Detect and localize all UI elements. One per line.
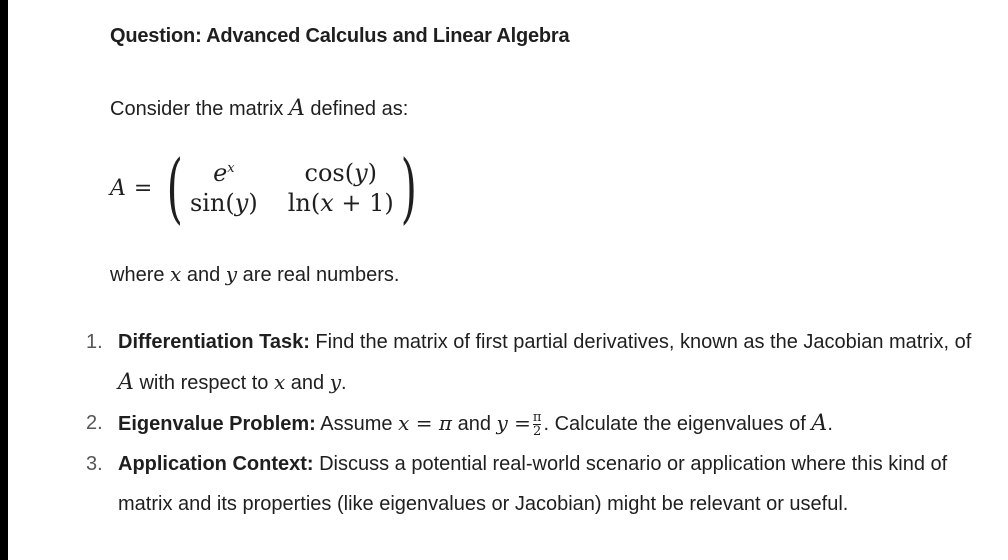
question-title: Question: Advanced Calculus and Linear Algebra <box>110 25 570 47</box>
pi-over-two-fraction <box>533 411 542 438</box>
task-and: and <box>285 372 330 394</box>
task-var: A <box>118 370 134 395</box>
task-text-2: with respect to <box>133 372 274 394</box>
task-var: A <box>811 411 828 436</box>
task-number: 3. <box>86 453 103 475</box>
task-text-2: . Calculate the eigenvalues of <box>543 413 812 435</box>
task-list <box>86 322 990 524</box>
matrix-cell-21: sin(y) <box>189 189 258 217</box>
where-x: x <box>170 262 182 286</box>
matrix-cell-22: ln(x + 1) <box>287 189 394 217</box>
intro-text <box>110 96 408 121</box>
task-item-2 <box>86 403 990 444</box>
task-text: Assume <box>315 413 399 435</box>
where-y: y <box>225 262 238 286</box>
task-heading: Eigenvalue Problem: <box>118 413 316 435</box>
task-x: x <box>273 370 286 394</box>
where-pre: where <box>110 264 171 286</box>
where-post: are real numbers. <box>237 264 400 286</box>
task-item-1 <box>86 322 990 403</box>
intro-matrix-var: A <box>288 96 305 121</box>
matrix-cell-12: cos(y) <box>304 159 378 187</box>
task-condition-y: y = <box>496 411 531 435</box>
task-and: and <box>452 413 497 435</box>
fraction-denominator: 2 <box>533 424 542 440</box>
task-item-3 <box>86 444 990 524</box>
matrix-definition <box>110 143 423 232</box>
right-paren: ) <box>400 143 417 232</box>
matrix-cell-11: $e^x$ <box>213 159 235 187</box>
matrix-equals: = <box>133 175 153 201</box>
left-edge-bar <box>0 0 8 560</box>
task-text: Discuss a potential real-world scenario or application where this kind of matrix and its properties (like eigenvalues or Jacobian) might be relevant or useful. <box>118 453 948 515</box>
task-heading: Application Context: <box>118 453 314 475</box>
task-heading: Differentiation Task: <box>118 331 310 353</box>
task-condition-x: x = π <box>398 411 453 435</box>
matrix-lhs: A <box>110 175 126 201</box>
task-number: 1. <box>86 331 103 353</box>
task-text: Find the matrix of first partial derivatives, known as the Jacobian matrix, of <box>309 331 972 353</box>
task-y: y <box>329 370 342 394</box>
matrix-grid <box>190 159 394 217</box>
left-paren: ( <box>167 143 184 232</box>
task-end: . <box>341 372 347 394</box>
task-end: . <box>827 413 833 435</box>
intro-pre: Consider the matrix <box>110 98 289 120</box>
where-mid: and <box>181 264 226 286</box>
where-text <box>110 262 399 287</box>
fraction-numerator: π <box>532 410 542 426</box>
task-number: 2. <box>86 412 103 434</box>
intro-post: defined as: <box>304 98 409 120</box>
